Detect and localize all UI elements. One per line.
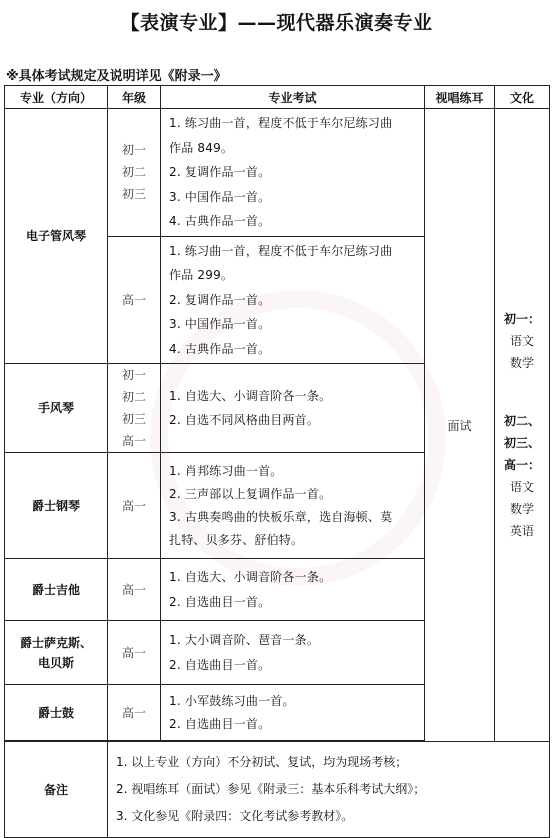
grade-cell: 高一 bbox=[108, 453, 161, 559]
remarks-cell: 1. 以上专业（方向）不分初试、复试，均为现场考核； 2. 视唱练耳（面试）参见《附录三：基本乐科考试大纲》； 3. 文化参见《附录四：文化考试参考教材》。 bbox=[108, 742, 550, 838]
grade-cell: 高一 bbox=[108, 621, 161, 685]
exam-cell: 1. 自选大、小调音阶各一条。 2. 自选曲目一首。 bbox=[161, 559, 425, 621]
header-solfege: 视唱练耳 bbox=[425, 86, 495, 109]
header-major: 专业（方向） bbox=[5, 86, 108, 109]
exam-cell: 1. 肖邦练习曲一首。 2. 三声部以上复调作品一首。 3. 古典奏鸣曲的快板乐章，选自海顿、莫 扎特、贝多芬、舒伯特。 bbox=[161, 453, 425, 559]
exam-cell: 1. 自选大、小调音阶各一条。 2. 自选不同风格曲目两首。 bbox=[161, 364, 425, 453]
remarks-label: 备注 bbox=[5, 742, 108, 838]
page-title: 【表演专业】——现代器乐演奏专业 bbox=[120, 12, 433, 34]
appendix-note: ※具体考试规定及说明详见《附录一》 bbox=[6, 69, 227, 84]
exam-cell: 1. 练习曲一首，程度不低于车尔尼练习曲 作品 299。 2. 复调作品一首。 3. 中国作品一首。 4. 古典作品一首。 bbox=[161, 236, 425, 364]
grade-cell: 高一 bbox=[108, 559, 161, 621]
major-cell-accordion: 手风琴 bbox=[5, 364, 108, 453]
table-header-row bbox=[5, 86, 550, 109]
major-cell-jazz-guitar: 爵士吉他 bbox=[5, 559, 108, 621]
grade-cell: 高一 bbox=[108, 685, 161, 741]
grade-cell: 初一 初二 初三 bbox=[108, 109, 161, 237]
header-culture: 文化 bbox=[495, 86, 550, 109]
major-cell-jazz-sax: 爵士萨克斯、 电贝斯 bbox=[5, 621, 108, 685]
grade-cell: 高一 bbox=[108, 236, 161, 364]
solfege-cell: 面试 bbox=[425, 109, 495, 742]
major-cell-electone: 电子管风琴 bbox=[5, 109, 108, 364]
remarks-row bbox=[5, 742, 550, 838]
culture-cell: 初一： 语文 数学 初二、 初三、 高一： 语文 数学 英语 bbox=[495, 109, 550, 742]
exam-cell: 1. 练习曲一首，程度不低于车尔尼练习曲 作品 849。 2. 复调作品一首。 3. 中国作品一首。 4. 古典作品一首。 bbox=[161, 109, 425, 237]
header-exam: 专业考试 bbox=[161, 86, 425, 109]
table-row bbox=[5, 109, 550, 237]
exam-cell: 1. 大小调音阶、琶音一条。 2. 自选曲目一首。 bbox=[161, 621, 425, 685]
header-grade: 年级 bbox=[108, 86, 161, 109]
exam-table bbox=[4, 85, 550, 838]
major-cell-jazz-piano: 爵士钢琴 bbox=[5, 453, 108, 559]
grade-cell: 初一 初二 初三 高一 bbox=[108, 364, 161, 453]
exam-cell: 1. 小军鼓练习曲一首。 2. 自选曲目一首。 bbox=[161, 685, 425, 741]
major-cell-jazz-drums: 爵士鼓 bbox=[5, 685, 108, 741]
